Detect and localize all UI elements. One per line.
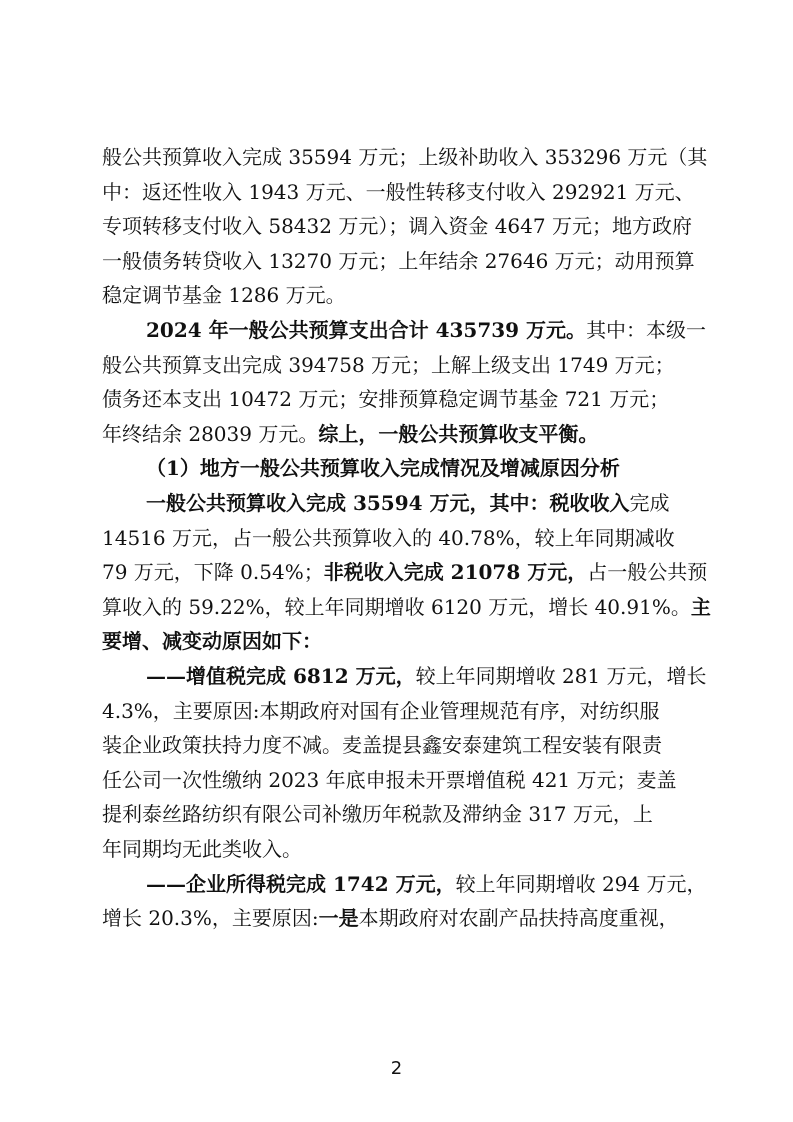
- text-run: 本期政府对农副产品扶持高度重视，: [358, 906, 679, 931]
- text-run: 其中：本级一: [586, 318, 707, 342]
- text-run: 14516 万元，占一般公共预算收入的 40.78%，较上年同期减收: [102, 525, 675, 550]
- text-line: [102, 797, 692, 831]
- text-line: [102, 728, 692, 762]
- bold-text: 主: [690, 594, 711, 619]
- text-line: [102, 486, 692, 520]
- text-run: 年终结余 28039 万元。: [102, 421, 319, 446]
- bold-text: ——企业所得税完成 1742 万元，: [146, 871, 456, 896]
- text-run: 般公共预算收入完成 35594 万元；上级补助收入 353296 万元（其: [102, 145, 708, 169]
- text-line: [102, 209, 692, 243]
- bold-text: 要增、减变动原因如下：: [102, 629, 322, 654]
- text-run: 稳定调节基金 1286 万元。: [102, 283, 346, 308]
- text-run: 增长 20.3%，主要原因:: [102, 906, 319, 931]
- text-line: [102, 140, 708, 174]
- text-run: 债务还本支出 10472 万元；安排预算稳定调节基金 721 万元；: [102, 387, 670, 412]
- text-run: 年同期均无此类收入。: [102, 837, 302, 861]
- text-line: [102, 763, 692, 797]
- text-line: [102, 348, 692, 382]
- text-run: 装企业政策扶持力度不减。麦盖提县鑫安泰建筑工程安装有限责: [102, 733, 662, 758]
- text-line: [102, 521, 692, 555]
- text-line: [102, 867, 707, 901]
- bold-text: 2024 年一般公共预算支出合计 435739 万元。: [146, 318, 587, 342]
- text-run: 算收入的 59.22%，较上年同期增收 6120 万元，增长 40.91%。: [102, 594, 691, 619]
- text-line: [102, 175, 695, 209]
- bold-text: 非税收入完成 21078 万元，: [323, 560, 588, 585]
- text-line: [102, 555, 708, 589]
- text-run: 占一般公共预: [587, 560, 708, 585]
- text-run: 较上年同期增收 294 万元，: [455, 871, 707, 896]
- bold-text: ——增值税完成 6812 万元，: [146, 664, 416, 688]
- bold-text: （1）地方一般公共预算收入完成情况及增减原因分析: [146, 456, 620, 481]
- text-run: 完成: [629, 491, 670, 515]
- text-run: 4.3%，主要原因:本期政府对国有企业管理规范有序，对纺织服: [102, 698, 660, 723]
- text-run: 专项转移支付收入 58432 万元）；调入资金 4647 万元；地方政府: [102, 214, 692, 239]
- bold-text: 一般公共预算收入完成 35594 万元，其中：税收收入: [146, 491, 630, 515]
- bold-text: 综上，一般公共预算收支平衡。: [318, 421, 599, 446]
- text-run: 中：返还性收入 1943 万元、一般性转移支付收入 292921 万元、: [102, 179, 695, 204]
- text-line: [102, 451, 692, 485]
- text-line: [102, 832, 692, 866]
- text-line: [102, 901, 692, 935]
- text-line: [102, 244, 695, 278]
- page-number: 2: [390, 1058, 403, 1079]
- text-run: 较上年同期增收 281 万元，增长: [415, 664, 707, 688]
- text-line: [102, 417, 692, 451]
- text-line: [102, 694, 692, 728]
- text-line: [102, 382, 692, 416]
- text-line: [102, 659, 707, 693]
- text-run: 一般债务转贷收入 13270 万元；上年结余 27646 万元；动用预算: [102, 248, 695, 273]
- bold-text: 一是: [318, 906, 359, 931]
- text-line: [102, 624, 692, 658]
- text-run: 79 万元，下降 0.54%；: [102, 560, 324, 585]
- text-line: [102, 590, 711, 624]
- text-run: 般公共预算支出完成 394758 万元；上解上级支出 1749 万元；: [102, 352, 675, 377]
- text-line: [102, 278, 692, 312]
- text-line: [102, 313, 707, 347]
- text-run: 任公司一次性缴纳 2023 年底申报未开票增值税 421 万元；麦盖: [102, 767, 677, 792]
- text-run: 提利泰丝路纺织有限公司补缴历年税款及滞纳金 317 万元，上: [102, 802, 653, 827]
